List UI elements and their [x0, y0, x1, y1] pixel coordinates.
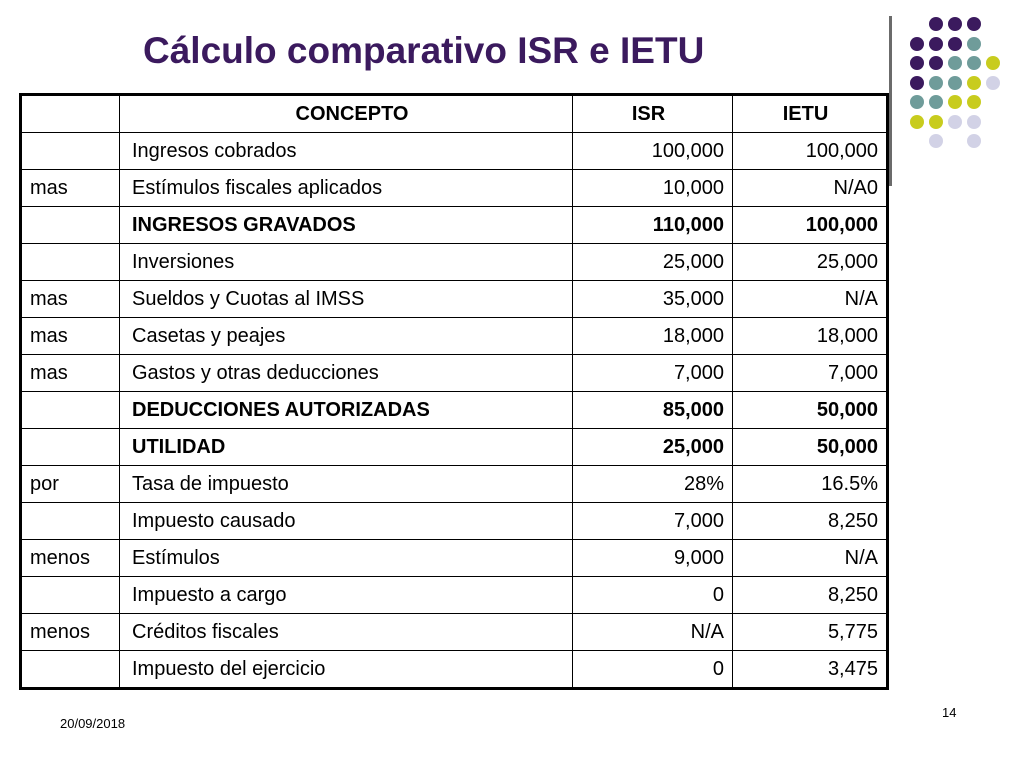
table-row [21, 133, 888, 170]
row-concept: Sueldos y Cuotas al IMSS [120, 281, 573, 318]
row-isr-value: 100,000 [573, 133, 733, 170]
row-prefix: mas [21, 318, 120, 355]
row-ietu-value: 100,000 [733, 207, 888, 244]
row-concept: DEDUCCIONES AUTORIZADAS [120, 392, 573, 429]
row-concept: Inversiones [120, 244, 573, 281]
decorative-dot [967, 17, 981, 31]
decorative-dot [948, 76, 962, 90]
decorative-dot [910, 115, 924, 129]
row-ietu-value: 16.5% [733, 466, 888, 503]
row-concept: Casetas y peajes [120, 318, 573, 355]
row-concept: Impuesto a cargo [120, 577, 573, 614]
row-ietu-value: 50,000 [733, 392, 888, 429]
row-ietu-value: 25,000 [733, 244, 888, 281]
decorative-dot [910, 56, 924, 70]
row-prefix [21, 503, 120, 540]
row-ietu-value: 100,000 [733, 133, 888, 170]
table-row [21, 540, 888, 577]
table-row [21, 355, 888, 392]
table-row [21, 614, 888, 651]
vertical-divider [889, 16, 892, 186]
row-ietu-value: N/A [733, 281, 888, 318]
row-ietu-value: 5,775 [733, 614, 888, 651]
decorative-dot [948, 17, 962, 31]
slide-title: Cálculo comparativo ISR e IETU [143, 30, 705, 71]
decorative-dot [948, 56, 962, 70]
row-ietu-value: N/A [733, 540, 888, 577]
decorative-dot [929, 115, 943, 129]
table-row [21, 281, 888, 318]
row-concept: Créditos fiscales [120, 614, 573, 651]
header-prefix [21, 95, 120, 133]
row-concept: Estímulos [120, 540, 573, 577]
decorative-dot [948, 95, 962, 109]
row-concept: INGRESOS GRAVADOS [120, 207, 573, 244]
row-prefix [21, 133, 120, 170]
table-row [21, 207, 888, 244]
row-isr-value: 110,000 [573, 207, 733, 244]
table-row [21, 318, 888, 355]
decorative-dot [967, 56, 981, 70]
row-prefix [21, 244, 120, 281]
table-row [21, 466, 888, 503]
decorative-dot [986, 56, 1000, 70]
table-header-row [21, 95, 888, 133]
row-isr-value: 10,000 [573, 170, 733, 207]
row-prefix: por [21, 466, 120, 503]
table-row [21, 503, 888, 540]
row-ietu-value: 18,000 [733, 318, 888, 355]
header-isr: ISR [573, 95, 733, 133]
row-ietu-value: 50,000 [733, 429, 888, 466]
table-row [21, 577, 888, 614]
row-prefix [21, 577, 120, 614]
table-row [21, 651, 888, 689]
row-prefix [21, 429, 120, 466]
row-concept: Impuesto causado [120, 503, 573, 540]
decorative-dot [910, 76, 924, 90]
row-prefix [21, 392, 120, 429]
row-ietu-value: 8,250 [733, 577, 888, 614]
row-prefix: menos [21, 540, 120, 577]
table-row [21, 170, 888, 207]
row-prefix: mas [21, 281, 120, 318]
row-prefix: mas [21, 355, 120, 392]
row-concept: Impuesto del ejercicio [120, 651, 573, 689]
table-row [21, 244, 888, 281]
row-prefix [21, 651, 120, 689]
decorative-dot [910, 95, 924, 109]
decorative-dot [929, 37, 943, 51]
decorative-dot [929, 134, 943, 148]
decorative-dot [967, 76, 981, 90]
row-ietu-value: 3,475 [733, 651, 888, 689]
row-isr-value: 28% [573, 466, 733, 503]
decorative-dot [910, 37, 924, 51]
table-row [21, 392, 888, 429]
row-ietu-value: 7,000 [733, 355, 888, 392]
row-isr-value: 35,000 [573, 281, 733, 318]
decorative-dot [948, 115, 962, 129]
row-isr-value: 0 [573, 651, 733, 689]
table-row [21, 429, 888, 466]
decorative-dot [948, 37, 962, 51]
row-isr-value: 7,000 [573, 355, 733, 392]
row-concept: Ingresos cobrados [120, 133, 573, 170]
row-prefix [21, 207, 120, 244]
row-concept: Estímulos fiscales aplicados [120, 170, 573, 207]
row-concept: UTILIDAD [120, 429, 573, 466]
row-isr-value: 85,000 [573, 392, 733, 429]
row-isr-value: 7,000 [573, 503, 733, 540]
row-isr-value: 18,000 [573, 318, 733, 355]
decorative-dot [929, 56, 943, 70]
decorative-dot [986, 76, 1000, 90]
decorative-dot [929, 17, 943, 31]
row-isr-value: 25,000 [573, 244, 733, 281]
decorative-dot [967, 134, 981, 148]
decorative-dot [967, 95, 981, 109]
comparison-table [19, 93, 889, 690]
page-number: 14 [942, 705, 957, 720]
decorative-dot [967, 115, 981, 129]
row-isr-value: 9,000 [573, 540, 733, 577]
row-isr-value: 0 [573, 577, 733, 614]
row-ietu-value: N/A0 [733, 170, 888, 207]
header-ietu: IETU [733, 95, 888, 133]
row-ietu-value: 8,250 [733, 503, 888, 540]
row-prefix: menos [21, 614, 120, 651]
row-prefix: mas [21, 170, 120, 207]
footer-date: 20/09/2018 [60, 716, 126, 731]
decorative-dot [967, 37, 981, 51]
row-isr-value: 25,000 [573, 429, 733, 466]
header-concept: CONCEPTO [120, 95, 573, 133]
decorative-dot [929, 95, 943, 109]
decorative-dot [929, 76, 943, 90]
row-concept: Tasa de impuesto [120, 466, 573, 503]
row-isr-value: N/A [573, 614, 733, 651]
row-concept: Gastos y otras deducciones [120, 355, 573, 392]
